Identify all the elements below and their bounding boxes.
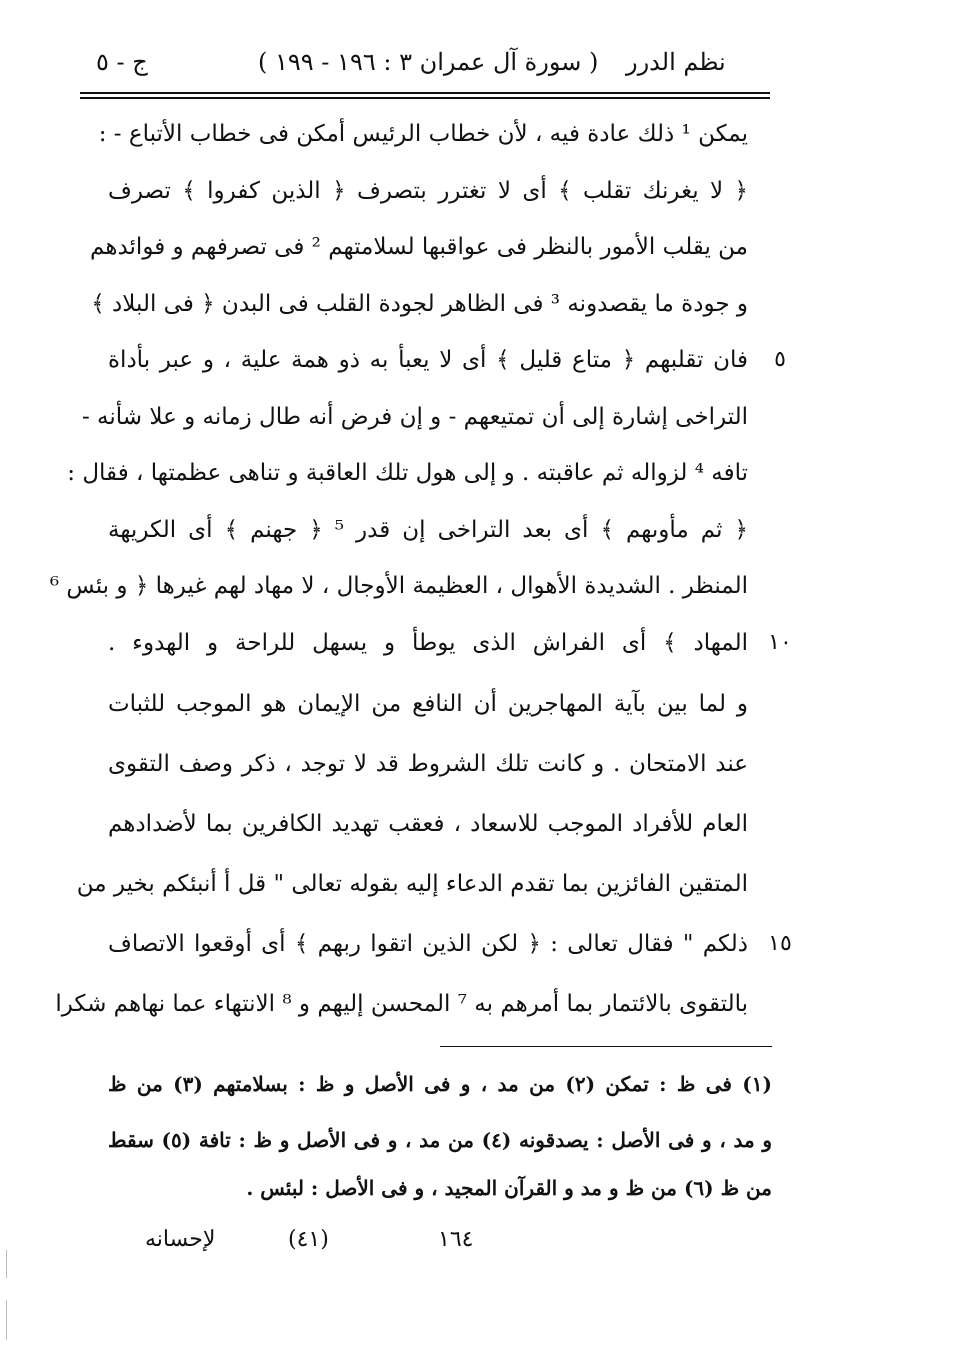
text-line: ﴿ لا يغرنك تقلب ﴾ أى لا تغترر بتصرف ﴿ الذين كفروا ﴾ تصرف [108, 177, 748, 204]
text-line: و لما بين بآية المهاجرين أن النافع من الإيمان هو الموجب للثبات [108, 691, 748, 717]
scan-edge-mark [6, 1250, 7, 1278]
text-line: من يقلب الأمور بالنظر فى عواقبها لسلامتهم ² فى تصرفهم و فوائدهم [90, 234, 748, 260]
text-line: عند الامتحان . و كانت تلك الشروط قد لا توجد ، ذكر وصف التقوى [108, 751, 748, 777]
book-title: نظم الدرر [626, 48, 726, 76]
text-line: يمكن ¹ ذلك عادة فيه ، لأن خطاب الرئيس أمكن فى خطاب الأتباع - : [98, 121, 748, 147]
page-number: ١٦٤ [438, 1227, 474, 1252]
text-line: العام للأفراد الموجب للاسعاد ، فعقب تهديد الكافرين بما لأضدادهم [108, 811, 748, 837]
text-line: ذلكم " فقال تعالى : ﴿ لكن الذين اتقوا ربهم ﴾ أى أوقعوا الاتصاف [108, 931, 748, 957]
surah-reference: ( سورة آل عمران ٣ : ١٩٦ - ١٩٩ ) [258, 48, 599, 76]
volume-label: ج - ٥ [96, 48, 148, 76]
text-line: و جودة ما يقصدونه ³ فى الظاهر لجودة القلب فى البدن ﴿ فى البلاد ﴾ [91, 290, 748, 317]
text-line: ﴿ ثم مأوىهم ﴾ أى بعد التراخى إن قدر ⁵ ﴿ جهنم ﴾ أى الكريهة [108, 516, 748, 543]
text-line: المتقين الفائزين بما تقدم الدعاء إليه بقوله تعالى " قل أ أنبئكم بخير من [76, 871, 748, 897]
footnote-line: (١) فى ظ : تمكن (٢) من مد ، و فى الأصل و ظ : بسلامتهم (٣) من ظ [108, 1072, 772, 1096]
header-rule-bottom [80, 97, 770, 99]
line-number: ٥ [774, 347, 786, 372]
line-number: ١٥ [768, 931, 792, 956]
header-rule-top [80, 92, 770, 94]
line-number: ١٠ [768, 629, 792, 655]
signature-mark: (٤١) [288, 1227, 329, 1252]
text-line: بالتقوى بالائتمار بما أمرهم به ⁷ المحسن إليهم و ⁸ الانتهاء عما نهاهم شكرا [55, 991, 748, 1017]
text-line: المهاد ﴾ أى الفراش الذى يوطأ و يسهل للراحة و الهدوء . [108, 629, 748, 656]
catchword: لإحسانه [145, 1227, 216, 1252]
text-line: المنظر . الشديدة الأهوال ، العظيمة الأوجال ، لا مهاد لهم غيرها ﴿ و بئس ⁶ [49, 573, 748, 599]
text-line: تافه ⁴ لزواله ثم عاقبته . و إلى هول تلك العاقبة و تناهى عظمتها ، فقال : [67, 460, 748, 486]
footnote-line: من ظ (٦) من ظ و مد و القرآن المجيد ، و فى الأصل : لبئس . [246, 1176, 772, 1200]
footnote-line: و مد ، و فى الأصل : يصدقونه (٤) من مد ، و فى الأصل و ظ : تافة (٥) سقط [108, 1128, 772, 1152]
footnote-separator [440, 1046, 772, 1047]
text-line: التراخى إشارة إلى أن تمتيعهم - و إن فرض أنه طال زمانه و علا شأنه - [81, 403, 748, 430]
scan-edge-mark [6, 1300, 7, 1340]
text-line: فان تقلبهم ﴿ متاع قليل ﴾ أى لا يعبأ به ذو همة علية ، و عبر بأداة [108, 347, 748, 373]
